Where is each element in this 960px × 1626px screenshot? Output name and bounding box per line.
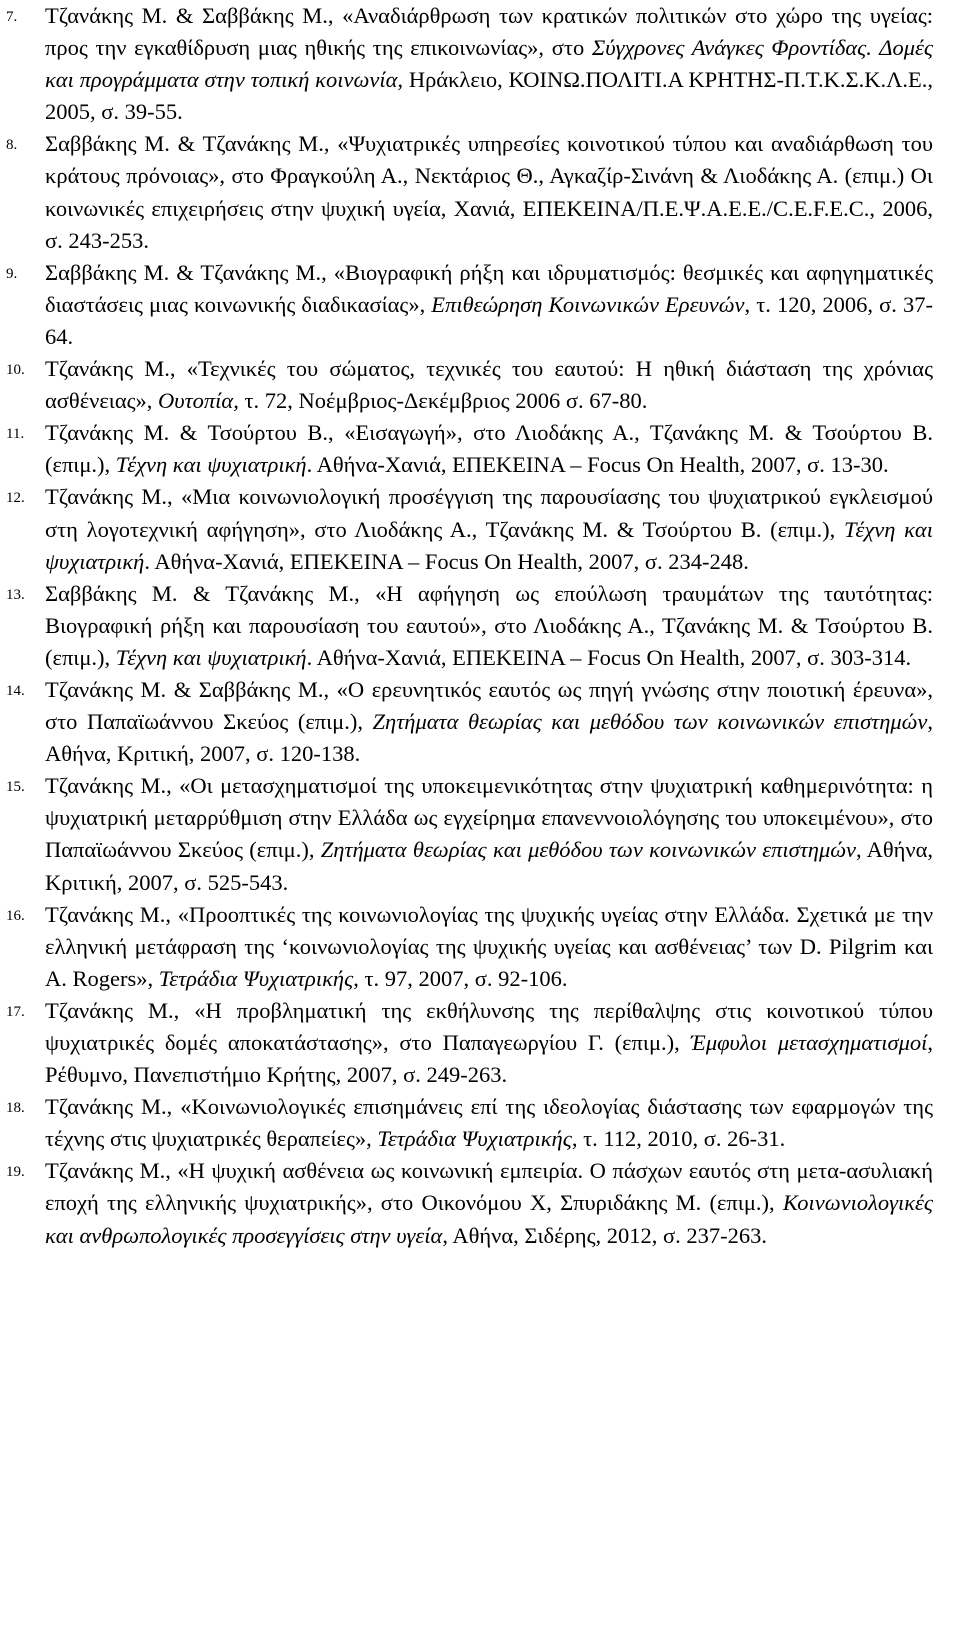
reference-item: [0, 674, 960, 770]
reference-title-italic: Επιθεώρηση Κοινωνικών Ερευνών: [431, 291, 745, 317]
reference-text: [45, 1094, 933, 1151]
reference-text-segment: , τ. 97, 2007, σ. 92-106.: [353, 965, 568, 991]
reference-number: 7.: [6, 9, 18, 25]
reference-number: 18.: [6, 1100, 25, 1117]
reference-text-segment: Ηράκλειο, ΚΟΙΝΩ.ΠΟΛΙΤΙ.Α ΚΡΗΤΗΣ-Π.Τ.Κ.Σ.Κ.Λ.Ε., 2005, σ. 39-55.: [45, 67, 933, 125]
reference-title-italic: Τέχνη και ψυχιατρική: [115, 644, 307, 670]
reference-text: [45, 131, 933, 252]
reference-title-italic: Ζητήματα θεωρίας και μεθόδου των κοινωνικών επιστημών: [320, 837, 856, 863]
reference-text-segment: τ. 72, Νοέμβριος-Δεκέμβριος 2006 σ. 67-80.: [238, 388, 648, 414]
reference-text-segment: , Αθήνα, Κριτική, 2007, σ. 120-138.: [45, 709, 933, 767]
reference-number: 8.: [6, 137, 18, 154]
reference-item: [0, 1155, 960, 1251]
reference-title-italic: Τέχνη και ψυχιατρική: [45, 516, 933, 574]
reference-text: [45, 677, 933, 766]
reference-item: [0, 481, 960, 577]
reference-title-italic: Τετράδια Ψυχιατρικής: [158, 965, 354, 991]
reference-text: [45, 484, 933, 573]
reference-number: 17.: [6, 1003, 25, 1020]
reference-text: [45, 998, 933, 1087]
reference-text-segment: Τζανάκης Μ., «Τεχνικές του σώματος, τεχνικές του εαυτού: Η ηθική διάσταση της χρόνιας ασθένειας»,: [45, 356, 933, 414]
reference-item: [0, 1091, 960, 1155]
reference-text: [45, 420, 933, 477]
reference-text-segment: . Αθήνα-Χανιά, ΕΠΕΚΕΙΝΑ – Focus On Health, 2007, σ. 303-314.: [306, 644, 912, 670]
reference-item: [0, 417, 960, 481]
reference-text: [45, 581, 933, 670]
reference-text: [45, 3, 933, 124]
reference-item: [0, 0, 960, 128]
reference-text-segment: Τζανάκης Μ. & Τσούρτου Β., «Εισαγωγή», στο Λιοδάκης Α., Τζανάκης Μ. & Τσούρτου Β. (επιμ.),: [45, 420, 933, 478]
reference-title-italic: Ζητήματα θεωρίας και μεθόδου των κοινωνικών επιστημών: [372, 709, 928, 735]
reference-text-segment: Σαββάκης Μ. & Τζανάκης Μ., «Η αφήγηση ως επούλωση τραυμάτων της ταυτότητας: Βιογραφική ρήξη και παρουσίαση του εαυτού», στο Λιοδάκης Α., Τζανάκης Μ. & Τσούρτου Β. (επιμ.),: [45, 580, 933, 670]
reference-number: 15.: [6, 779, 25, 796]
reference-text-segment: Τζανάκης Μ. & Σαββάκης Μ., «Ο ερευνητικός εαυτός ως πηγή γνώσης στην ποιοτική έρευνα», στο Παπαϊωάννου Σκεύος (επιμ.),: [45, 676, 933, 735]
reference-number: 13.: [6, 586, 25, 603]
reference-item: [0, 128, 960, 256]
reference-text-segment: Τζανάκης Μ., «Η προβληματική της εκθήλυνσης της περίθαλψης στις κοινοτικού τύπου ψυχιατρικές δομές αποκατάστασης», στο Παπαγεωργίου Γ. (επιμ.),: [45, 997, 933, 1055]
reference-text-segment: Τζανάκης Μ., «Κοινωνιολογικές επισημάνεις επί της ιδεολογίας διάστασης των εφαρμογών της τέχνης στις ψυχιατρικές θεραπείες»,: [45, 1094, 933, 1152]
reference-text: [45, 260, 933, 349]
reference-text-segment: Σαββάκης Μ. & Τζανάκης Μ., «Βιογραφική ρήξη και ιδρυματισμός: θεσμικές και αφηγηματικές διαστάσεις μιας κοινωνικής διαδικασίας»,: [45, 259, 933, 317]
reference-item: [0, 770, 960, 898]
reference-number: 11.: [6, 426, 25, 443]
reference-text-segment: Τζανάκης Μ., «Οι μετασχηματισμοί της υποκειμενικότητας στην ψυχιατρική καθημερινότητα: η ψυχιατρική μεταρρύθμιση στην Ελλάδα ως εγχείρημα επανεννοιολόγησης του υποκειμένου», στο Παπαϊωάννου Σκεύος (επιμ.),: [45, 773, 933, 863]
reference-number: 12.: [6, 490, 25, 507]
reference-number: 19.: [6, 1164, 25, 1181]
reference-item: [0, 995, 960, 1091]
reference-text: [45, 356, 933, 413]
reference-title-italic: Τετράδια Ψυχιατρικής: [377, 1126, 572, 1152]
reference-text-segment: . Αθήνα-Χανιά, ΕΠΕΚΕΙΝΑ – Focus On Health, 2007, σ. 234-248.: [144, 548, 749, 574]
reference-item: [0, 578, 960, 674]
reference-title-italic: Κοινωνιολογικές και ανθρωπολογικές προσεγγίσεις στην υγεία: [45, 1190, 933, 1248]
reference-item: [0, 257, 960, 353]
reference-text-segment: . Αθήνα-Χανιά, ΕΠΕΚΕΙΝΑ – Focus On Health, 2007, σ. 13-30.: [306, 452, 889, 478]
reference-title-italic: Σύγχρονες Ανάγκες Φροντίδας. Δομές και προγράμματα στην τοπική κοινωνία,: [45, 35, 933, 93]
reference-text-segment: Τζανάκης Μ. & Σαββάκης Μ., «Αναδιάρθρωση των κρατικών πολιτικών στο χώρο της υγείας: προς την εγκαθίδρυση μιας ηθικής της επικοινωνίας», στο: [45, 3, 933, 61]
reference-number: 16.: [6, 907, 25, 924]
reference-text-segment: Τζανάκης Μ., «Η ψυχική ασθένεια ως κοινωνική εμπειρία. Ο πάσχων εαυτός στη μετα-ασυλιακή εποχή της ελληνικής ψυχιατρικής», στο Οικονόμου Χ, Σπυριδάκης Μ. (επιμ.),: [45, 1158, 933, 1216]
reference-title-italic: Τέχνη και ψυχιατρική: [115, 452, 307, 478]
reference-title-italic: Ουτοπία,: [158, 388, 239, 414]
reference-text: [45, 1158, 933, 1247]
reference-text-segment: Τζανάκης Μ., «Προοπτικές της κοινωνιολογίας της ψυχικής υγείας στην Ελλάδα. Σχετικά με την ελληνική μετάφραση της ‘κοινωνιολογίας της ψυχικής υγείας και ασθένειας’ των D. Pilgrim και A. Rogers»,: [45, 901, 933, 991]
reference-text-segment: , τ. 112, 2010, σ. 26-31.: [571, 1126, 786, 1152]
reference-text-segment: , τ. 120, 2006, σ. 37-64.: [45, 291, 933, 349]
reference-text: [45, 902, 933, 991]
reference-number: 10.: [6, 362, 25, 379]
reference-text-segment: Σαββάκης Μ. & Τζανάκης Μ., «Ψυχιατρικές υπηρεσίες κοινοτικού τύπου και αναδιάρθωση του κράτους πρόνοιας», στο Φραγκούλη Α., Νεκτάριος Θ., Αγκαζίρ-Σινάνη & Λιοδάκης Α. (επιμ.) Οι κοινωνικές επιχειρήσεις στην ψυχική υγεία, Χανιά, ΕΠΕΚΕΙΝΑ/Π.Ε.Ψ.Α.Ε.Ε./C.E.F.E.C., 2006, σ. 243-253.: [45, 131, 933, 253]
reference-text-segment: Τζανάκης Μ., «Μια κοινωνιολογική προσέγγιση της παρουσίασης του ψυχιατρικού εγκλεισμού στη λογοτεχνική αφήγηση», στο Λιοδάκης Α., Τζανάκης Μ. & Τσούρτου Β. (επιμ.),: [45, 484, 933, 542]
reference-text-segment: , Ρέθυμνο, Πανεπιστήμιο Κρήτης, 2007, σ. 249-263.: [45, 1030, 933, 1088]
reference-text-segment: , Αθήνα, Κριτική, 2007, σ. 525-543.: [45, 837, 933, 895]
reference-number: 9.: [6, 265, 18, 282]
reference-text-segment: , Αθήνα, Σιδέρης, 2012, σ. 237-263.: [442, 1222, 767, 1248]
reference-item: [0, 899, 960, 995]
reference-number: 14.: [6, 682, 25, 699]
reference-item: [0, 353, 960, 417]
reference-text: [45, 773, 933, 894]
reference-title-italic: Έμφυλοι μετασχηματισμοί: [690, 1030, 928, 1055]
